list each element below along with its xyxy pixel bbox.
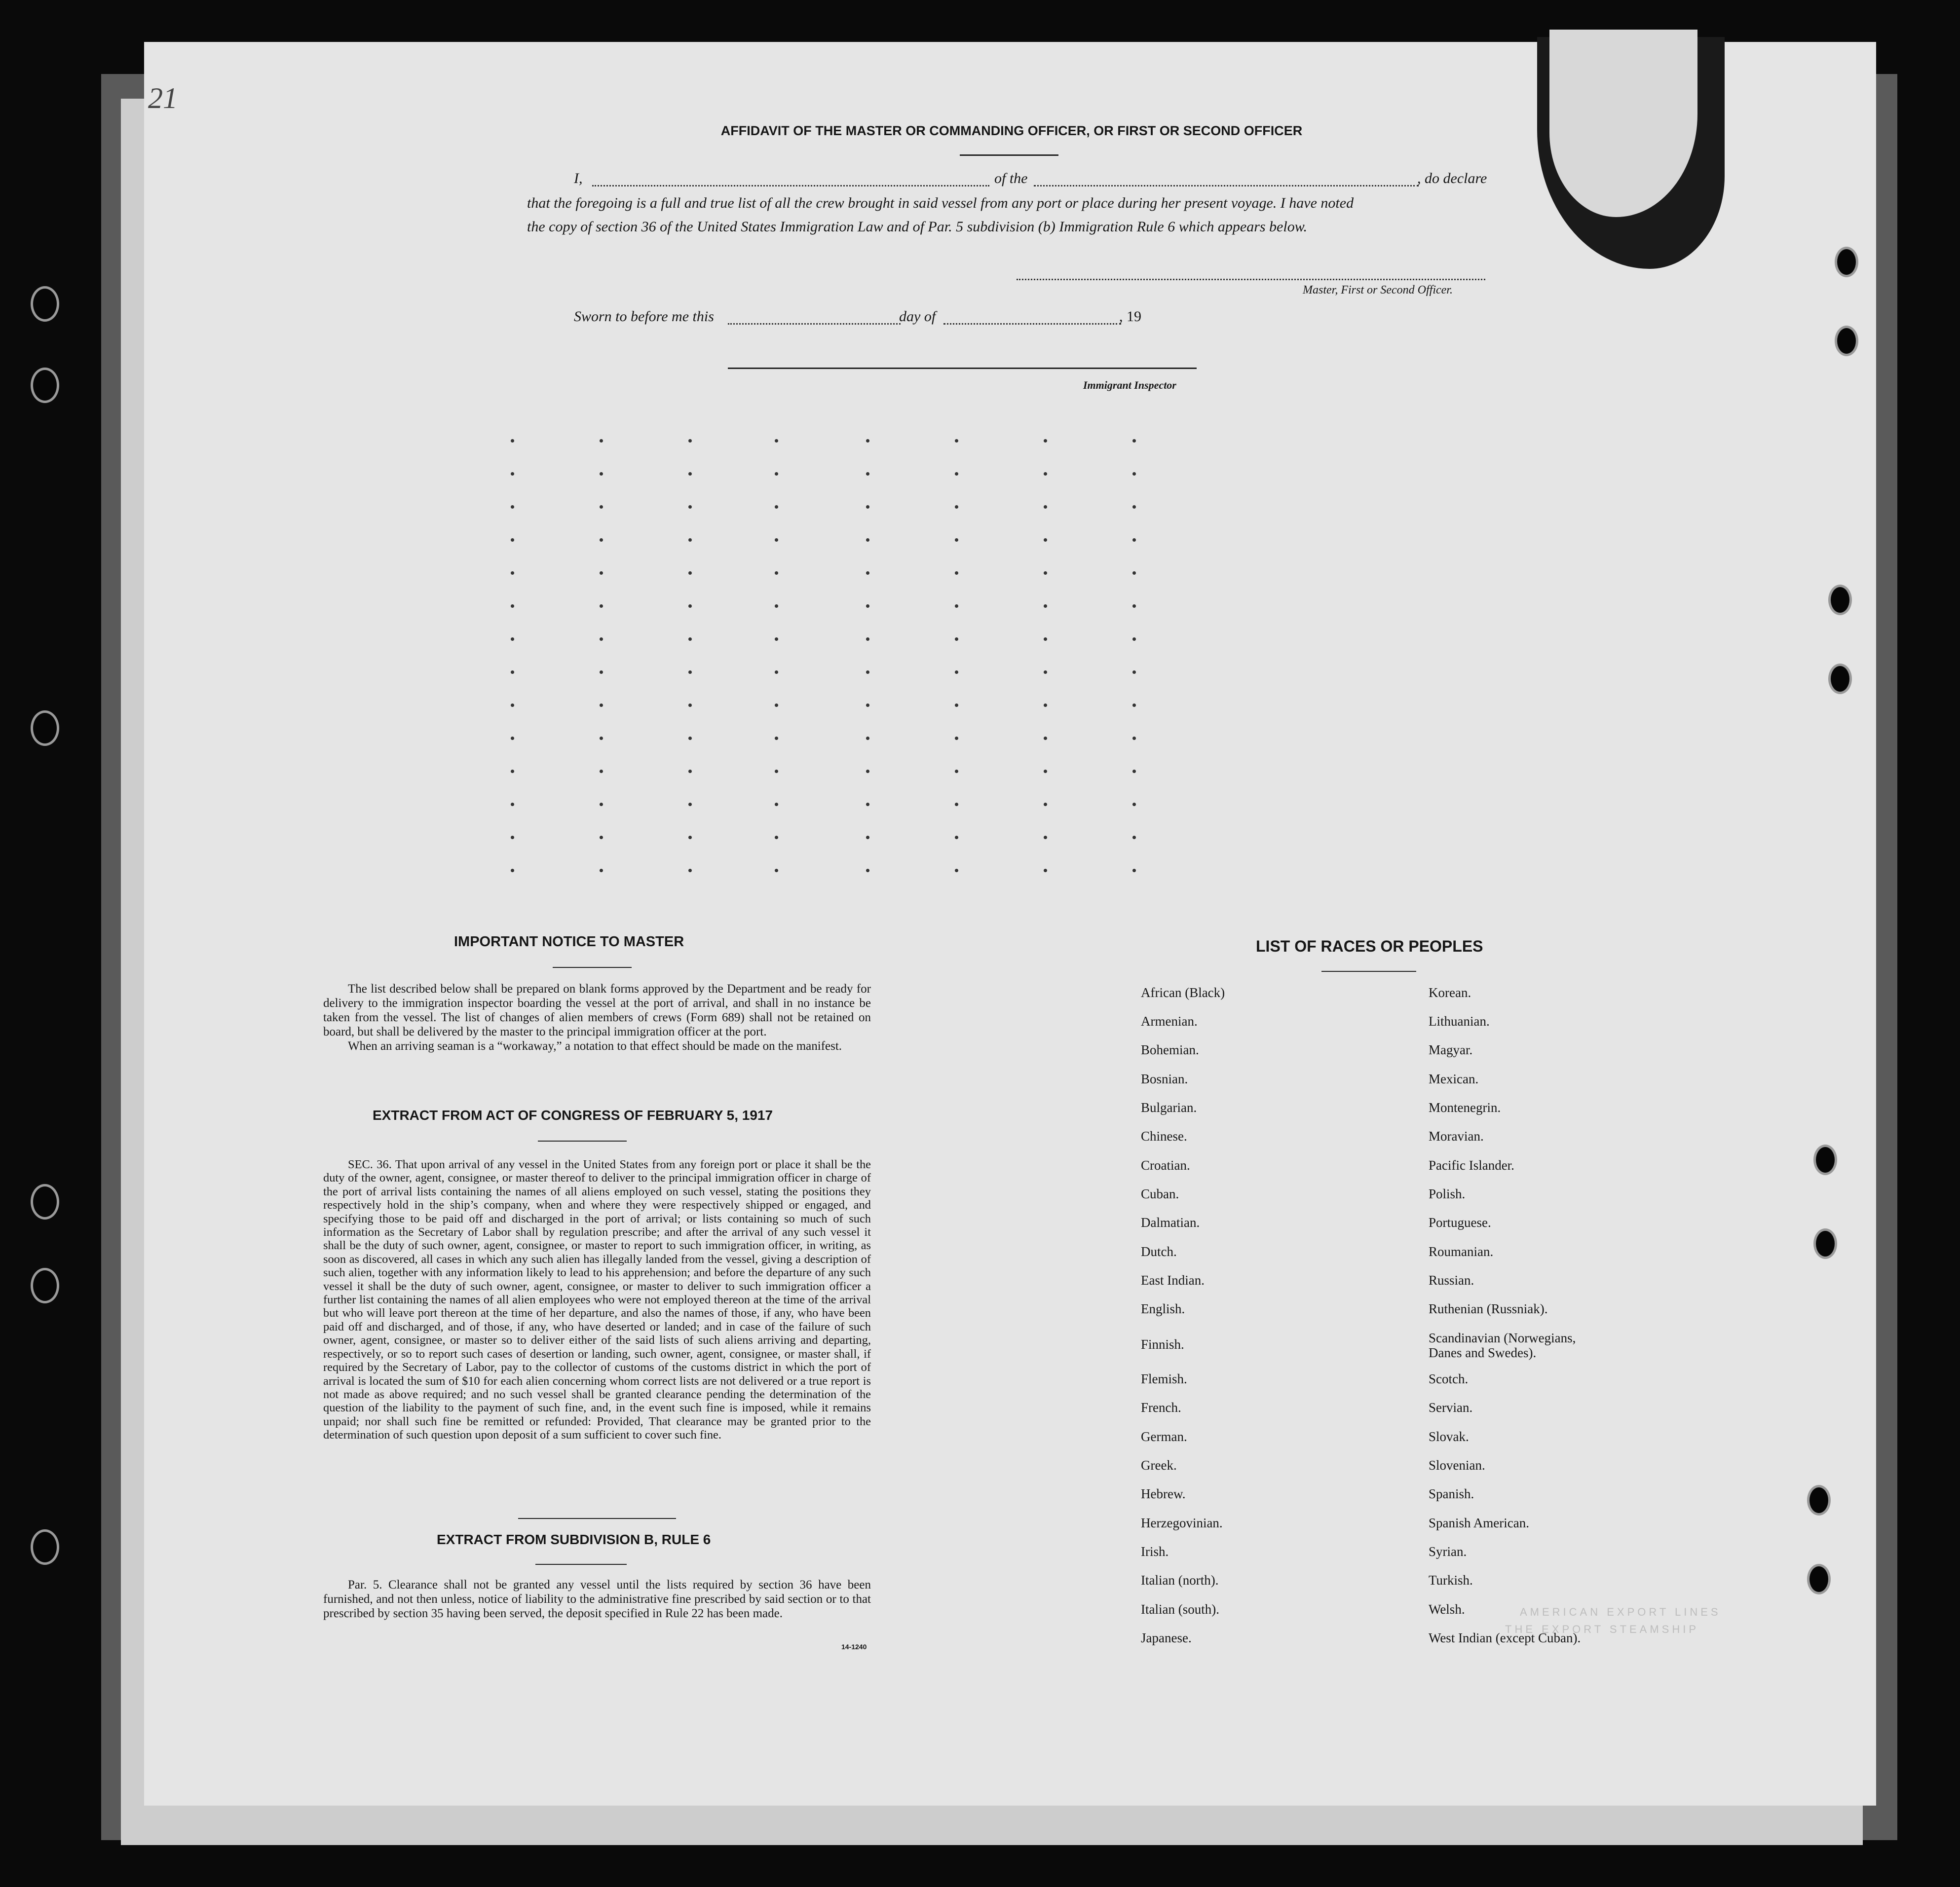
- extract-act-title: EXTRACT FROM ACT OF CONGRESS OF FEBRUARY 5, 1917: [373, 1108, 773, 1123]
- race-item: Mexican.: [1429, 1072, 1479, 1086]
- race-item: Hebrew.: [1141, 1486, 1186, 1501]
- race-item: Montenegrin.: [1429, 1100, 1501, 1115]
- affidavit-title: AFFIDAVIT OF THE MASTER OR COMMANDING OFFICER, OR FIRST OR SECOND OFFICER: [720, 123, 1303, 138]
- race-item: English.: [1141, 1301, 1185, 1316]
- affidavit-title-rule: [960, 154, 1058, 156]
- race-item: Welsh.: [1429, 1602, 1465, 1617]
- grid-dot: [866, 670, 869, 674]
- grid-dot: [600, 571, 603, 575]
- grid-dot: [1132, 571, 1136, 575]
- race-item: Bohemian.: [1141, 1042, 1199, 1057]
- grid-dot: [600, 869, 603, 872]
- sworn-year: , 19: [1119, 308, 1141, 325]
- grid-dot: [511, 670, 514, 674]
- grid-dot: [511, 770, 514, 773]
- grid-dot: [688, 670, 692, 674]
- race-item: Croatian.: [1141, 1158, 1190, 1173]
- binder-hole-left-5: [31, 1268, 59, 1303]
- race-item: Slovak.: [1429, 1429, 1469, 1444]
- grid-dot: [600, 770, 603, 773]
- grid-dot: [688, 472, 692, 476]
- race-item: Scotch.: [1429, 1371, 1469, 1386]
- race-item: Syrian.: [1429, 1544, 1467, 1559]
- grid-dot: [775, 439, 778, 443]
- race-item: Portuguese.: [1429, 1215, 1491, 1230]
- grid-dot: [600, 439, 603, 443]
- grid-dot: [1132, 836, 1136, 839]
- inspector-caption: Immigrant Inspector: [1083, 379, 1176, 391]
- race-item: Dutch.: [1141, 1244, 1177, 1259]
- affidavit-of-the: of the: [994, 170, 1028, 186]
- grid-dot: [775, 803, 778, 806]
- grid-dot: [955, 571, 958, 575]
- binder-hole-right-3: [1828, 585, 1852, 615]
- affidavit-name-line: [592, 185, 989, 186]
- grid-dot: [1132, 604, 1136, 608]
- binder-hole-right-7: [1807, 1485, 1831, 1516]
- grid-dot: [1132, 637, 1136, 641]
- grid-dot: [1132, 869, 1136, 872]
- affidavit-vessel-line: [1034, 185, 1419, 186]
- grid-dot: [600, 637, 603, 641]
- grid-dot: [955, 670, 958, 674]
- grid-dot: [775, 604, 778, 608]
- grid-dot: [511, 505, 514, 509]
- grid-dot: [1044, 770, 1047, 773]
- race-item: Bulgarian.: [1141, 1100, 1197, 1115]
- grid-dot: [1132, 670, 1136, 674]
- race-item: Spanish American.: [1429, 1516, 1529, 1530]
- binder-hole-right-6: [1813, 1228, 1837, 1259]
- extract-rule-text: [323, 1578, 871, 1621]
- grid-dot: [775, 869, 778, 872]
- grid-dot: [866, 770, 869, 773]
- grid-dot: [688, 604, 692, 608]
- extract-rule-top-rule: [518, 1518, 676, 1519]
- grid-dot: [600, 472, 603, 476]
- grid-dot: [1044, 803, 1047, 806]
- affidavit-do-declare: , do declare: [1417, 170, 1487, 186]
- grid-dot: [688, 637, 692, 641]
- extract-act-title-rule: [538, 1141, 627, 1142]
- notice-text: [323, 982, 871, 1053]
- races-title: LIST OF RACES OR PEOPLES: [1256, 937, 1483, 955]
- grid-dot: [1132, 538, 1136, 542]
- grid-dot: [1044, 836, 1047, 839]
- grid-dot: [511, 604, 514, 608]
- grid-dot: [955, 770, 958, 773]
- extract-rule-title: EXTRACT FROM SUBDIVISION B, RULE 6: [437, 1532, 711, 1547]
- extract-act-paragraph: SEC. 36. That upon arrival of any vessel in the United States from any foreign port or place it shall be the duty of the owner, agent, consignee, or master thereof to deliver to the principal immigration officer in charge of the port of arrival lists containing the names of all aliens employed on such vessel, stating the positions they respectively hold in the ship’s company, when and where they were respectively shipped or engaged, and specifying those to be paid off and discharged in the port of arrival; or lists containing so much of such information as the Secretary of Labor shall by regulation prescribe; and after the arrival of any such vessel it shall be the duty of such owner, agent, consignee, or master to report to such immigration officer, in writing, as soon as discovered, all cases in which any such alien has illegally landed from the vessel, giving a description of such alien, together with any information likely to lead to his apprehension; and before the departure of any such vessel it shall be the duty of such owner, agent, consignee, or master to deliver to such immigration officer a further list containing the names of all alien employees who were not employed thereon at the time of the arrival but who will leave port thereon at the time of her departure, and also the names of those, if any, who have been paid off and discharged, and of those, if any, who have deserted or landed; and in case of the failure of such owner, agent, consignee, or master so to deliver either of the said lists of such aliens arriving and departing, respectively, or so to report such cases of desertion or landing, such owner, agent, consignee, or master shall, if required by the Secretary of Labor, pay to the collector of customs of the customs district in which the port of arrival is located the sum of $10 for each alien concerning whom correct lists are not delivered or a true report is not made as above required; and no such vessel shall be granted clearance pending the determination of the question of the liability to the payment of such fine, and, in the event such fine is imposed, while it remains unpaid; nor shall such fine be remitted or refunded: Provided, That clearance may be granted prior to the determination of such question upon deposit of a sum sufficient to cover such fine.: [323, 1158, 871, 1442]
- race-item: Turkish.: [1429, 1573, 1473, 1588]
- race-item: Magyar.: [1429, 1042, 1473, 1057]
- grid-dot: [866, 505, 869, 509]
- race-item: Moravian.: [1429, 1129, 1484, 1144]
- grid-dot: [955, 703, 958, 707]
- grid-dot: [511, 869, 514, 872]
- grid-dot: [1132, 703, 1136, 707]
- grid-dot: [1044, 869, 1047, 872]
- race-item: Polish.: [1429, 1186, 1466, 1201]
- grid-dot: [775, 571, 778, 575]
- race-item: German.: [1141, 1429, 1187, 1444]
- extract-rule-paragraph: Par. 5. Clearance shall not be granted any vessel until the lists required by section 36 have been furnished, and not then unless, notice of liability to the administrative fine prescribed by said section or to that prescribed by section 35 having been served, the deposit specified in Rule 22 has been made.: [323, 1578, 871, 1620]
- race-item: Spanish.: [1429, 1486, 1474, 1501]
- grid-dot: [511, 439, 514, 443]
- notice-title: IMPORTANT NOTICE TO MASTER: [454, 934, 684, 950]
- grid-dot: [600, 670, 603, 674]
- grid-dot: [511, 703, 514, 707]
- grid-dot: [1132, 803, 1136, 806]
- notice-paragraph-2: When an arriving seaman is a “workaway,” a notation to that effect should be made on the manifest.: [348, 1039, 842, 1053]
- grid-dot: [866, 737, 869, 740]
- race-item: Korean.: [1429, 985, 1471, 1000]
- race-item: French.: [1141, 1400, 1181, 1415]
- grid-dot: [775, 637, 778, 641]
- grid-dot: [1044, 737, 1047, 740]
- affidavit-i-label: I,: [574, 170, 583, 186]
- grid-dot: [600, 538, 603, 542]
- grid-dot: [955, 869, 958, 872]
- races-title-rule: [1321, 971, 1416, 972]
- affidavit-line-2: that the foregoing is a full and true list of all the crew brought in said vessel from any port or place during her present voyage. I have noted: [527, 195, 1354, 211]
- grid-dot: [600, 737, 603, 740]
- grid-dot: [955, 836, 958, 839]
- grid-dot: [1132, 737, 1136, 740]
- grid-dot: [511, 803, 514, 806]
- race-item: Italian (south).: [1141, 1602, 1219, 1617]
- binder-hole-left-4: [31, 1184, 59, 1220]
- grid-dot: [866, 869, 869, 872]
- grid-dot: [1132, 472, 1136, 476]
- binder-hole-right-1: [1835, 247, 1858, 277]
- grid-dot: [775, 472, 778, 476]
- grid-dot: [688, 803, 692, 806]
- grid-dot: [775, 737, 778, 740]
- grid-dot: [866, 439, 869, 443]
- binder-hole-right-4: [1828, 664, 1852, 694]
- grid-dot: [1132, 770, 1136, 773]
- grid-dot: [688, 770, 692, 773]
- grid-dot: [955, 538, 958, 542]
- extract-act-text: [323, 1158, 871, 1442]
- grid-dot: [688, 869, 692, 872]
- race-item: Herzegovinian.: [1141, 1516, 1223, 1530]
- extract-rule-title-rule: [535, 1564, 627, 1565]
- grid-dot: [866, 803, 869, 806]
- grid-dot: [955, 737, 958, 740]
- grid-dot: [775, 538, 778, 542]
- grid-dot: [688, 836, 692, 839]
- race-item: African (Black): [1141, 985, 1225, 1000]
- race-item: Russian.: [1429, 1273, 1474, 1288]
- race-item: Servian.: [1429, 1400, 1473, 1415]
- grid-dot: [688, 505, 692, 509]
- grid-dot: [511, 571, 514, 575]
- binder-hole-left-3: [31, 710, 59, 746]
- binder-hole-left-1: [31, 286, 59, 322]
- race-item: Ruthenian (Russniak).: [1429, 1301, 1548, 1316]
- grid-dot: [1044, 604, 1047, 608]
- grid-dot: [775, 670, 778, 674]
- sworn-day-line: [728, 323, 901, 325]
- grid-dot: [866, 836, 869, 839]
- grid-dot: [1044, 505, 1047, 509]
- grid-dot: [511, 836, 514, 839]
- race-item: Dalmatian.: [1141, 1215, 1200, 1230]
- grid-dot: [866, 571, 869, 575]
- grid-dot: [511, 737, 514, 740]
- grid-dot: [688, 538, 692, 542]
- notice-title-rule: [553, 967, 632, 968]
- grid-dot: [775, 836, 778, 839]
- grid-dot: [1132, 439, 1136, 443]
- race-item: Bosnian.: [1141, 1072, 1188, 1086]
- notice-paragraph-1: The list described below shall be prepared on blank forms approved by the Department and be ready for delivery to the immigration inspector boarding the vessel at the port of arrival, and shall in no instance be taken from the vessel. The list of changes of alien members of crews (Form 689) shall not be retained on board, but shall be delivered by the master to the principal immigration officer at the port.: [323, 982, 871, 1038]
- master-signature-caption: Master, First or Second Officer.: [1303, 284, 1453, 296]
- shipping-line-stamp-line-1: AMERICAN EXPORT LINES: [1520, 1606, 1721, 1618]
- shipping-line-stamp-line-2: THE EXPORT STEAMSHIP: [1505, 1623, 1699, 1635]
- grid-dot: [600, 604, 603, 608]
- grid-dot: [955, 472, 958, 476]
- sworn-label: Sworn to before me this: [574, 308, 714, 325]
- grid-dot: [955, 803, 958, 806]
- race-item: Armenian.: [1141, 1014, 1198, 1029]
- race-item: Irish.: [1141, 1544, 1169, 1559]
- sworn-day-of: day of: [899, 308, 936, 325]
- document-page: [144, 42, 1876, 1806]
- grid-dot: [600, 505, 603, 509]
- grid-dot: [955, 439, 958, 443]
- race-item: Pacific Islander.: [1429, 1158, 1514, 1173]
- grid-dot: [866, 472, 869, 476]
- grid-dot: [1044, 637, 1047, 641]
- grid-dot: [600, 803, 603, 806]
- race-item: Lithuanian.: [1429, 1014, 1490, 1029]
- affidavit-line-3: the copy of section 36 of the United States Immigration Law and of Par. 5 subdivision (b) Immigration Rule 6 which appears below.: [527, 219, 1307, 235]
- grid-dot: [1044, 538, 1047, 542]
- grid-dot: [511, 637, 514, 641]
- binder-hole-right-2: [1835, 326, 1858, 356]
- race-item: West Indian (except Cuban).: [1429, 1630, 1581, 1645]
- grid-dot: [1044, 670, 1047, 674]
- grid-dot: [688, 439, 692, 443]
- grid-dot: [866, 538, 869, 542]
- grid-dot: [688, 571, 692, 575]
- grid-dot: [955, 604, 958, 608]
- race-item: Finnish.: [1141, 1337, 1184, 1352]
- grid-dot: [866, 703, 869, 707]
- grid-dot: [1132, 505, 1136, 509]
- grid-dot: [1044, 439, 1047, 443]
- grid-dot: [866, 637, 869, 641]
- race-item: Chinese.: [1141, 1129, 1187, 1144]
- race-item: Italian (north).: [1141, 1573, 1219, 1588]
- grid-dot: [688, 703, 692, 707]
- race-item: Japanese.: [1141, 1630, 1192, 1645]
- race-item: Roumanian.: [1429, 1244, 1494, 1259]
- inspector-signature-line: [728, 368, 1197, 369]
- grid-dot: [775, 505, 778, 509]
- race-item: Greek.: [1141, 1458, 1177, 1473]
- grid-dot: [775, 770, 778, 773]
- margin-note: 21: [148, 82, 178, 114]
- grid-dot: [600, 703, 603, 707]
- grid-dot: [1044, 571, 1047, 575]
- race-item: Cuban.: [1141, 1186, 1179, 1201]
- binder-hole-right-5: [1813, 1145, 1837, 1175]
- binder-hole-left-6: [31, 1529, 59, 1565]
- grid-dot: [688, 737, 692, 740]
- grid-dot: [775, 703, 778, 707]
- master-signature-line: [1017, 279, 1485, 280]
- grid-dot: [866, 604, 869, 608]
- form-number: 14-1240: [841, 1643, 867, 1651]
- grid-dot: [1044, 703, 1047, 707]
- grid-dot: [1044, 472, 1047, 476]
- grid-dot: [511, 472, 514, 476]
- grid-dot: [511, 538, 514, 542]
- race-item: East Indian.: [1141, 1273, 1205, 1288]
- grid-dot: [955, 505, 958, 509]
- sworn-month-line: [943, 323, 1121, 325]
- race-item: Scandinavian (Norwegians, Danes and Swedes).: [1429, 1331, 1576, 1360]
- grid-dot: [600, 836, 603, 839]
- binder-hole-left-2: [31, 368, 59, 403]
- race-item: Flemish.: [1141, 1371, 1187, 1386]
- grid-dot: [955, 637, 958, 641]
- race-item: Slovenian.: [1429, 1458, 1485, 1473]
- binder-hole-right-8: [1807, 1564, 1831, 1594]
